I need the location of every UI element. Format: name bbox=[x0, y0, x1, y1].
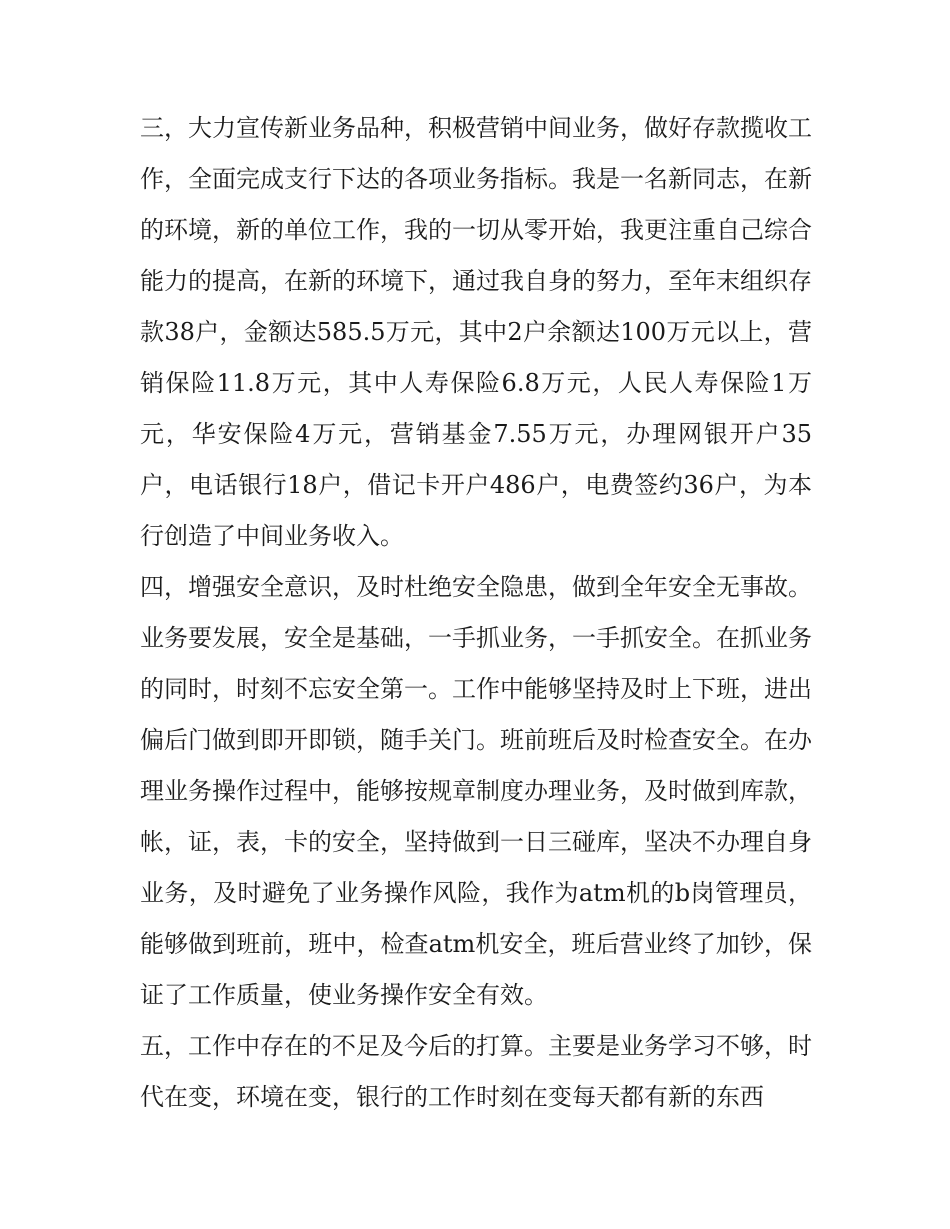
paragraph-five: 五，工作中存在的不足及今后的打算。主要是业务学习不够，时代在变，环境在变，银行的工作时刻在变每天都有新的东西 bbox=[140, 1032, 812, 1111]
document-body bbox=[140, 103, 812, 1123]
paragraph-four: 四，增强安全意识，及时杜绝安全隐患，做到全年安全无事故。业务要发展，安全是基础，一手抓业务，一手抓安全。在抓业务的同时，时刻不忘安全第一。工作中能够坚持及时上下班，进出偏后门做到即开即锁，随手关门。班前班后及时检查安全。在办理业务操作过程中，能够按规章制度办理业务，及时做到库款，帐，证，表，卡的安全，坚持做到一日三碰库，坚决不办理自身业务，及时避免了业务操作风险，我作为atm机的b岗管理员，能够做到班前，班中，检查atm机安全，班后营业终了加钞，保证了工作质量，使业务操作安全有效。 bbox=[140, 573, 812, 1009]
paragraph-three: 三，大力宣传新业务品种，积极营销中间业务，做好存款揽收工作，全面完成支行下达的各项业务指标。我是一名新同志，在新的环境，新的单位工作，我的一切从零开始，我更注重自己综合能力的提高，在新的环境下，通过我自身的努力，至年末组织存款38户，金额达585.5万元，其中2户余额达100万元以上，营销保险11.8万元，其中人寿保险6.8万元，人民人寿保险1万元，华安保险4万元，营销基金7.55万元，办理网银开户35户，电话银行18户，借记卡开户486户，电费签约36户，为本行创造了中间业务收入。 bbox=[140, 114, 812, 550]
